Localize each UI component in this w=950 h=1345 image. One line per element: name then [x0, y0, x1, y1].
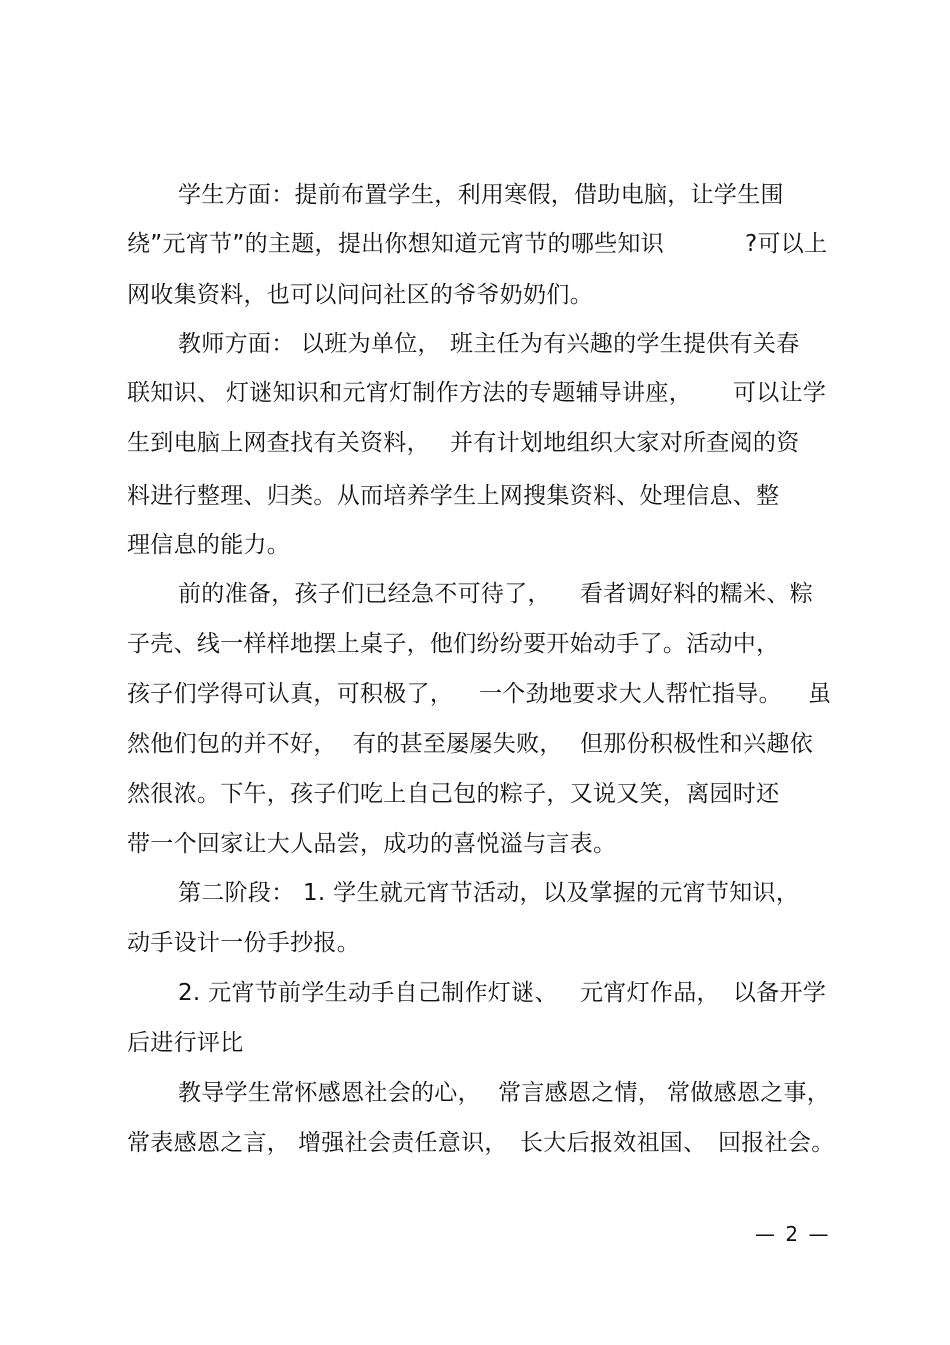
text-line: 动手设计一份手抄报。 — [127, 930, 360, 956]
text-line: 绕”元宵节”的主题，提出你想知道元宵节的哪些知识 — [127, 231, 665, 257]
text-line: 然很浓。下午，孩子们吃上自己包的粽子，又说又笑，离园时还 — [127, 781, 780, 807]
text-line: 料进行整理、归类。从而培养学生上网搜集资料、处理信息、整 — [127, 483, 780, 509]
text-line: 联知识、 — [127, 380, 221, 406]
text-line: 生到电脑上网查找有关资料， — [127, 430, 430, 456]
text-line: 教师方面： — [178, 331, 295, 357]
text-line: 理信息的能力。 — [127, 532, 291, 558]
text-line: 前的准备，孩子们已经急不可待了， — [178, 581, 551, 607]
text-line: 虽 — [808, 681, 832, 707]
text-line: 2. 元宵节前学生动手自己制作灯谜、 — [178, 980, 558, 1006]
text-line: 1. 学生就元宵节活动，以及掌握的元宵节知识， — [303, 880, 800, 906]
text-line: 回报社会。 — [718, 1130, 835, 1156]
text-line: 带一个回家让大人品尝，成功的喜悦溢与言表。 — [127, 831, 617, 857]
text-line: 孩子们学得可认真，可积极了， — [127, 681, 454, 707]
text-line: 增强社会责任意识， — [298, 1130, 508, 1156]
text-line: 学生方面：提前布置学生，利用寒假，借助电脑，让学生围 — [178, 182, 784, 208]
page-number: — 2 — — [755, 1222, 831, 1246]
text-line: 有的甚至屡屡失败， — [353, 731, 563, 757]
text-line: 第二阶段： — [178, 880, 295, 906]
text-line: 一个劲地要求大人帮忙指导。 — [479, 681, 782, 707]
text-line: 常做感恩之事， — [667, 1080, 831, 1106]
text-line: ?可以上 — [745, 231, 828, 257]
text-line: 后进行评比 — [127, 1030, 244, 1056]
text-line: 常言感恩之情， — [498, 1080, 662, 1106]
text-line: 但那份积极性和兴趣依 — [580, 731, 813, 757]
text-line: 元宵灯作品， — [580, 980, 720, 1006]
text-line: 子壳、线一样样地摆上桌子，他们纷纷要开始动手了。活动中， — [127, 631, 780, 657]
text-line: 以备开学 — [733, 980, 827, 1006]
text-line: 看者调好料的糯米、粽 — [580, 581, 813, 607]
text-line: 然他们包的并不好， — [127, 731, 337, 757]
text-line: 并有计划地组织大家对所查阅的资 — [450, 430, 800, 456]
text-line: 以班为单位， — [301, 331, 441, 357]
text-line: 长大后报效祖国、 — [520, 1130, 707, 1156]
text-line: 班主任为有兴趣的学生提供有关春 — [450, 331, 800, 357]
text-line: 可以让学 — [733, 380, 827, 406]
text-line: 灯谜知识和元宵灯制作方法的专题辅导讲座， — [226, 380, 692, 406]
text-line: 网收集资料，也可以问问社区的爷爷奶奶们。 — [127, 282, 593, 308]
text-line: 常表感恩之言， — [127, 1130, 291, 1156]
text-line: 教导学生常怀感恩社会的心， — [178, 1080, 481, 1106]
